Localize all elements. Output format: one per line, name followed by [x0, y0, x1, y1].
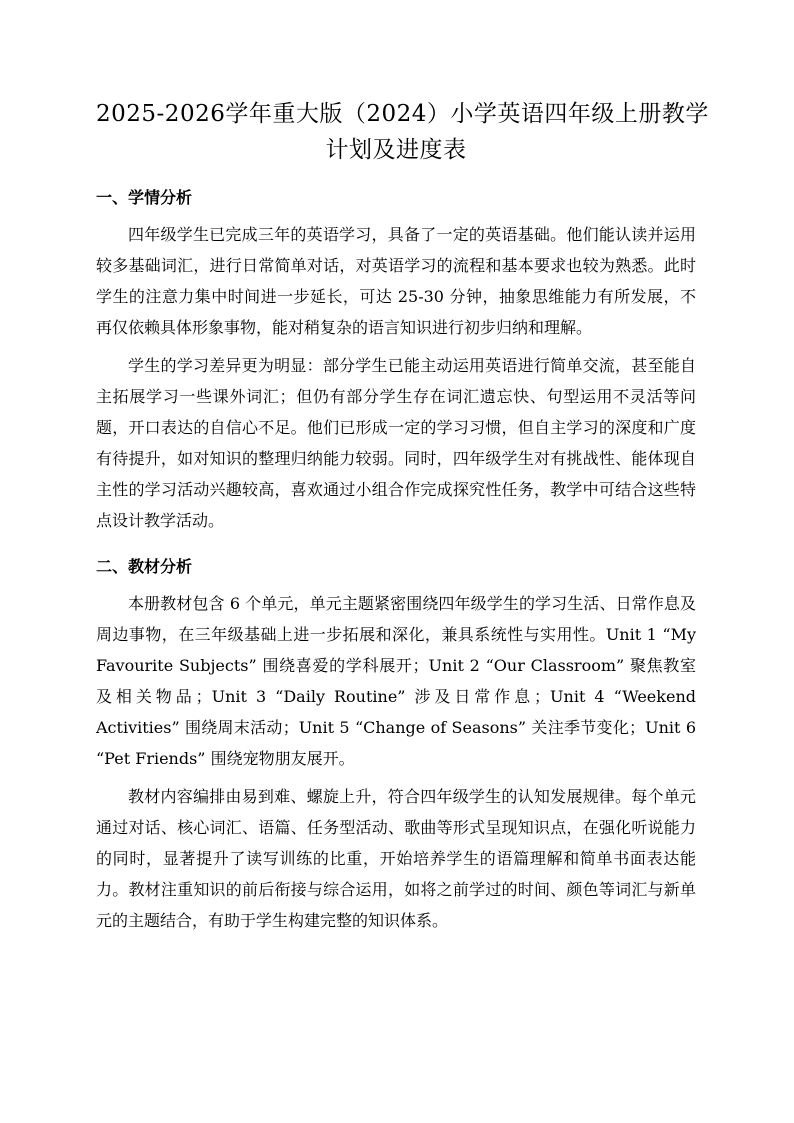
section-student-analysis — [96, 181, 696, 536]
paragraph: 本册教材包含 6 个单元，单元主题紧密围绕四年级学生的学习生活、日常作息及周边事物，在三年级基础上进一步拓展和深化，兼具系统性与实用性。Unit 1 “My Favourite Subjects” 围绕喜爱的学科展开；Unit 2 “Our Classroom” 聚焦教室及相关物品；Unit 3 “Daily Routine” 涉及日常作息；Unit 4 “Weekend Activities” 围绕周末活动；Unit 5 “Change of Seasons” 关注季节变化；Unit 6 “Pet Friends” 围绕宠物朋友展开。 — [96, 594, 696, 768]
paragraph: 学生的学习差异更为明显：部分学生已能主动运用英语进行简单交流，甚至能自主拓展学习一些课外词汇；但仍有部分学生存在词汇遗忘快、句型运用不灵活等问题，开口表达的自信心不足。他们已形成一定的学习习惯，但自主学习的深度和广度有待提升，如对知识的整理归纳能力较弱。同时，四年级学生对有挑战性、能体现自主性的学习活动兴趣较高，喜欢通过小组合作完成探究性任务，教学中可结合这些特点设计教学活动。 — [96, 356, 696, 530]
title-line-1: 2025-2026学年重大版（2024）小学英语四年级上册教学 — [96, 101, 709, 127]
section-textbook-analysis — [96, 550, 696, 936]
document-page — [96, 96, 709, 943]
paragraph: 四年级学生已完成三年的英语学习，具备了一定的英语基础。他们能认读并运用较多基础词汇，进行日常简单对话，对英语学习的流程和基本要求也较为熟悉。此时学生的注意力集中时间进一步延长，可达 25-30 分钟，抽象思维能力有所发展，不再仅依赖具体形象事物，能对稍复杂的语言知识进行初步归纳和理解。 — [96, 225, 696, 337]
paragraph: 教材内容编排由易到难、螺旋上升，符合四年级学生的认知发展规律。每个单元通过对话、核心词汇、语篇、任务型活动、歌曲等形式呈现知识点，在强化听说能力的同时，显著提升了读写训练的比重，开始培养学生的语篇理解和简单书面表达能力。教材注重知识的前后衔接与综合运用，如将之前学过的时间、颜色等词汇与新单元的主题结合，有助于学生构建完整的知识体系。 — [96, 787, 696, 930]
document-title — [96, 96, 709, 168]
title-line-2: 计划及进度表 — [325, 137, 467, 163]
section-heading: 一、学情分析 — [96, 188, 193, 207]
section-heading: 二、教材分析 — [96, 557, 193, 576]
